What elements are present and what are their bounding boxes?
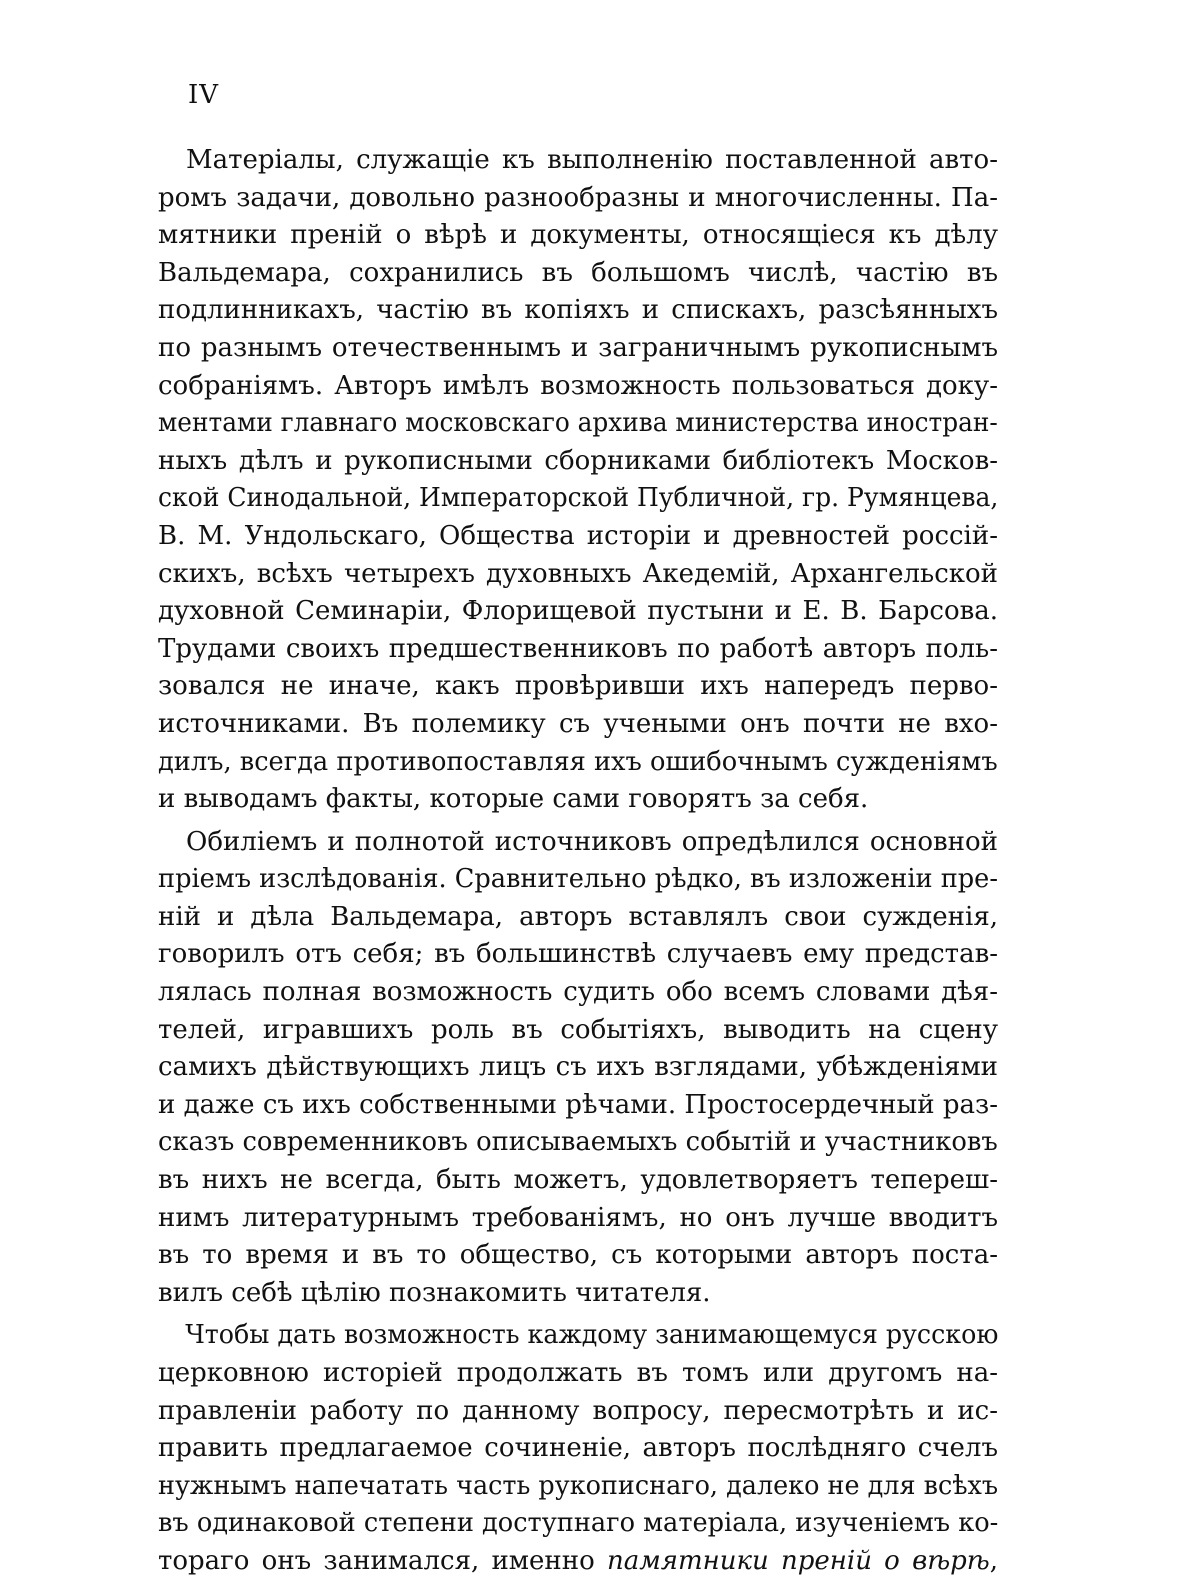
text-line: и даже съ ихъ собственными рѣчами. Простосердечный раз- xyxy=(158,1089,998,1120)
text-line: источниками. Въ полемику съ учеными онъ почти не вхо- xyxy=(158,708,998,739)
text-line: мятники преній о вѣрѣ и документы, относящіеся къ дѣлу xyxy=(158,220,998,251)
text-line: скихъ, всѣхъ четырехъ духовныхъ Акедемій, Архангельской xyxy=(158,558,998,589)
final-line-prefix: тораго онъ занимался, именно xyxy=(158,1545,607,1576)
text-line: въ нихъ не всегда, быть можетъ, удовлетворяетъ теперeш- xyxy=(158,1165,998,1196)
text-line: нимъ литературнымъ требованіямъ, но онъ лучше вводитъ xyxy=(158,1202,998,1233)
text-line: собраніямъ. Авторъ имѣлъ возможность пользоваться доку- xyxy=(158,370,998,401)
text-line: и выводамъ факты, которые сами говорятъ за себя. xyxy=(158,784,869,815)
text-line: правленіи работу по данному вопросу, пересмотрѣть и ис- xyxy=(158,1395,998,1426)
text-line: Матеріалы, служащіе къ выполненію поставленной авто- xyxy=(186,145,998,175)
text-line: дилъ, всегда противопоставляя ихъ ошибочнымъ сужденіямъ xyxy=(158,746,998,777)
paragraph xyxy=(158,1317,998,1580)
text-line: править предлагаемое сочиненіе, авторъ послѣдняго счелъ xyxy=(158,1433,998,1464)
text-line: ской Синодальной, Императорской Публичной, гр. Румянцева, xyxy=(158,483,999,514)
text-line: зовался не иначе, какъ провѣривши ихъ напередъ перво- xyxy=(158,671,998,702)
text-line: нужнымъ напечатать часть рукописнаго, далеко не для всѣхъ xyxy=(158,1470,999,1501)
text-line: ній и дѣла Вальдемара, авторъ вставлялъ свои сужденія, xyxy=(158,901,998,932)
text-line: въ одинаковой степени доступнаго матеріала, изученіемъ ко- xyxy=(158,1508,999,1539)
text-line: телей, игравшихъ роль въ событіяхъ, выводить на сцену xyxy=(158,1014,998,1045)
body-text xyxy=(158,142,998,1581)
final-line-italic: памятники преній о вѣрѣ xyxy=(606,1545,990,1576)
text-line: Чтобы дать возможность каждому занимающемуся русскою xyxy=(185,1320,999,1351)
text-line: ромъ задачи, довольно разнообразны и многочисленны. Па- xyxy=(158,182,998,213)
page-number: IV xyxy=(188,80,220,110)
text-line: пріемъ изслѣдованія. Сравнительно рѣдко, въ изложеніи пре- xyxy=(158,864,998,895)
text-line: церковною исторіей продолжать въ томъ или другомъ на- xyxy=(158,1358,998,1388)
text-line: Обиліемъ и полнотой источниковъ опредѣлился основной xyxy=(186,826,998,857)
text-line: лялась полная возможность судить обо всемъ словами дѣя- xyxy=(158,977,998,1008)
text-line: ныхъ дѣлъ и рукописными сборниками библіотекъ Москов- xyxy=(158,445,998,476)
text-line: Трудами своихъ предшественниковъ по работѣ авторъ поль- xyxy=(158,633,998,664)
text-line: сказъ современниковъ описываемыхъ событій и участниковъ xyxy=(158,1127,998,1158)
paragraph xyxy=(158,824,998,1313)
text-line: вилъ себѣ цѣлію познакомить читателя. xyxy=(158,1277,711,1308)
final-line-suffix: , xyxy=(989,1545,998,1576)
text-line: самихъ дѣйствующихъ лицъ съ ихъ взглядами, убѣжденіями xyxy=(158,1052,998,1083)
text-line: по разнымъ отечественнымъ и заграничнымъ рукописнымъ xyxy=(158,332,998,363)
text-line: подлинникахъ, частію въ копіяхъ и спискахъ, разсѣянныхъ xyxy=(158,295,998,326)
text-line: говорилъ отъ себя; въ большинствѣ случаевъ ему представ- xyxy=(158,939,998,970)
text-line-final xyxy=(158,1543,998,1581)
text-line: духовной Семинаріи, Флорищевой пустыни и Е. В. Барсова. xyxy=(158,596,998,627)
paragraph xyxy=(158,142,998,819)
text-line: въ то время и въ то общество, съ которыми авторъ поста- xyxy=(158,1240,998,1271)
text-line: Вальдемара, сохранились въ большомъ числѣ, частію въ xyxy=(158,257,998,288)
text-line: ментами главнаго московскаго архива министерства иностран- xyxy=(158,408,998,439)
text-line: В. М. Ундольскаго, Общества исторіи и древностей россій- xyxy=(158,520,998,551)
